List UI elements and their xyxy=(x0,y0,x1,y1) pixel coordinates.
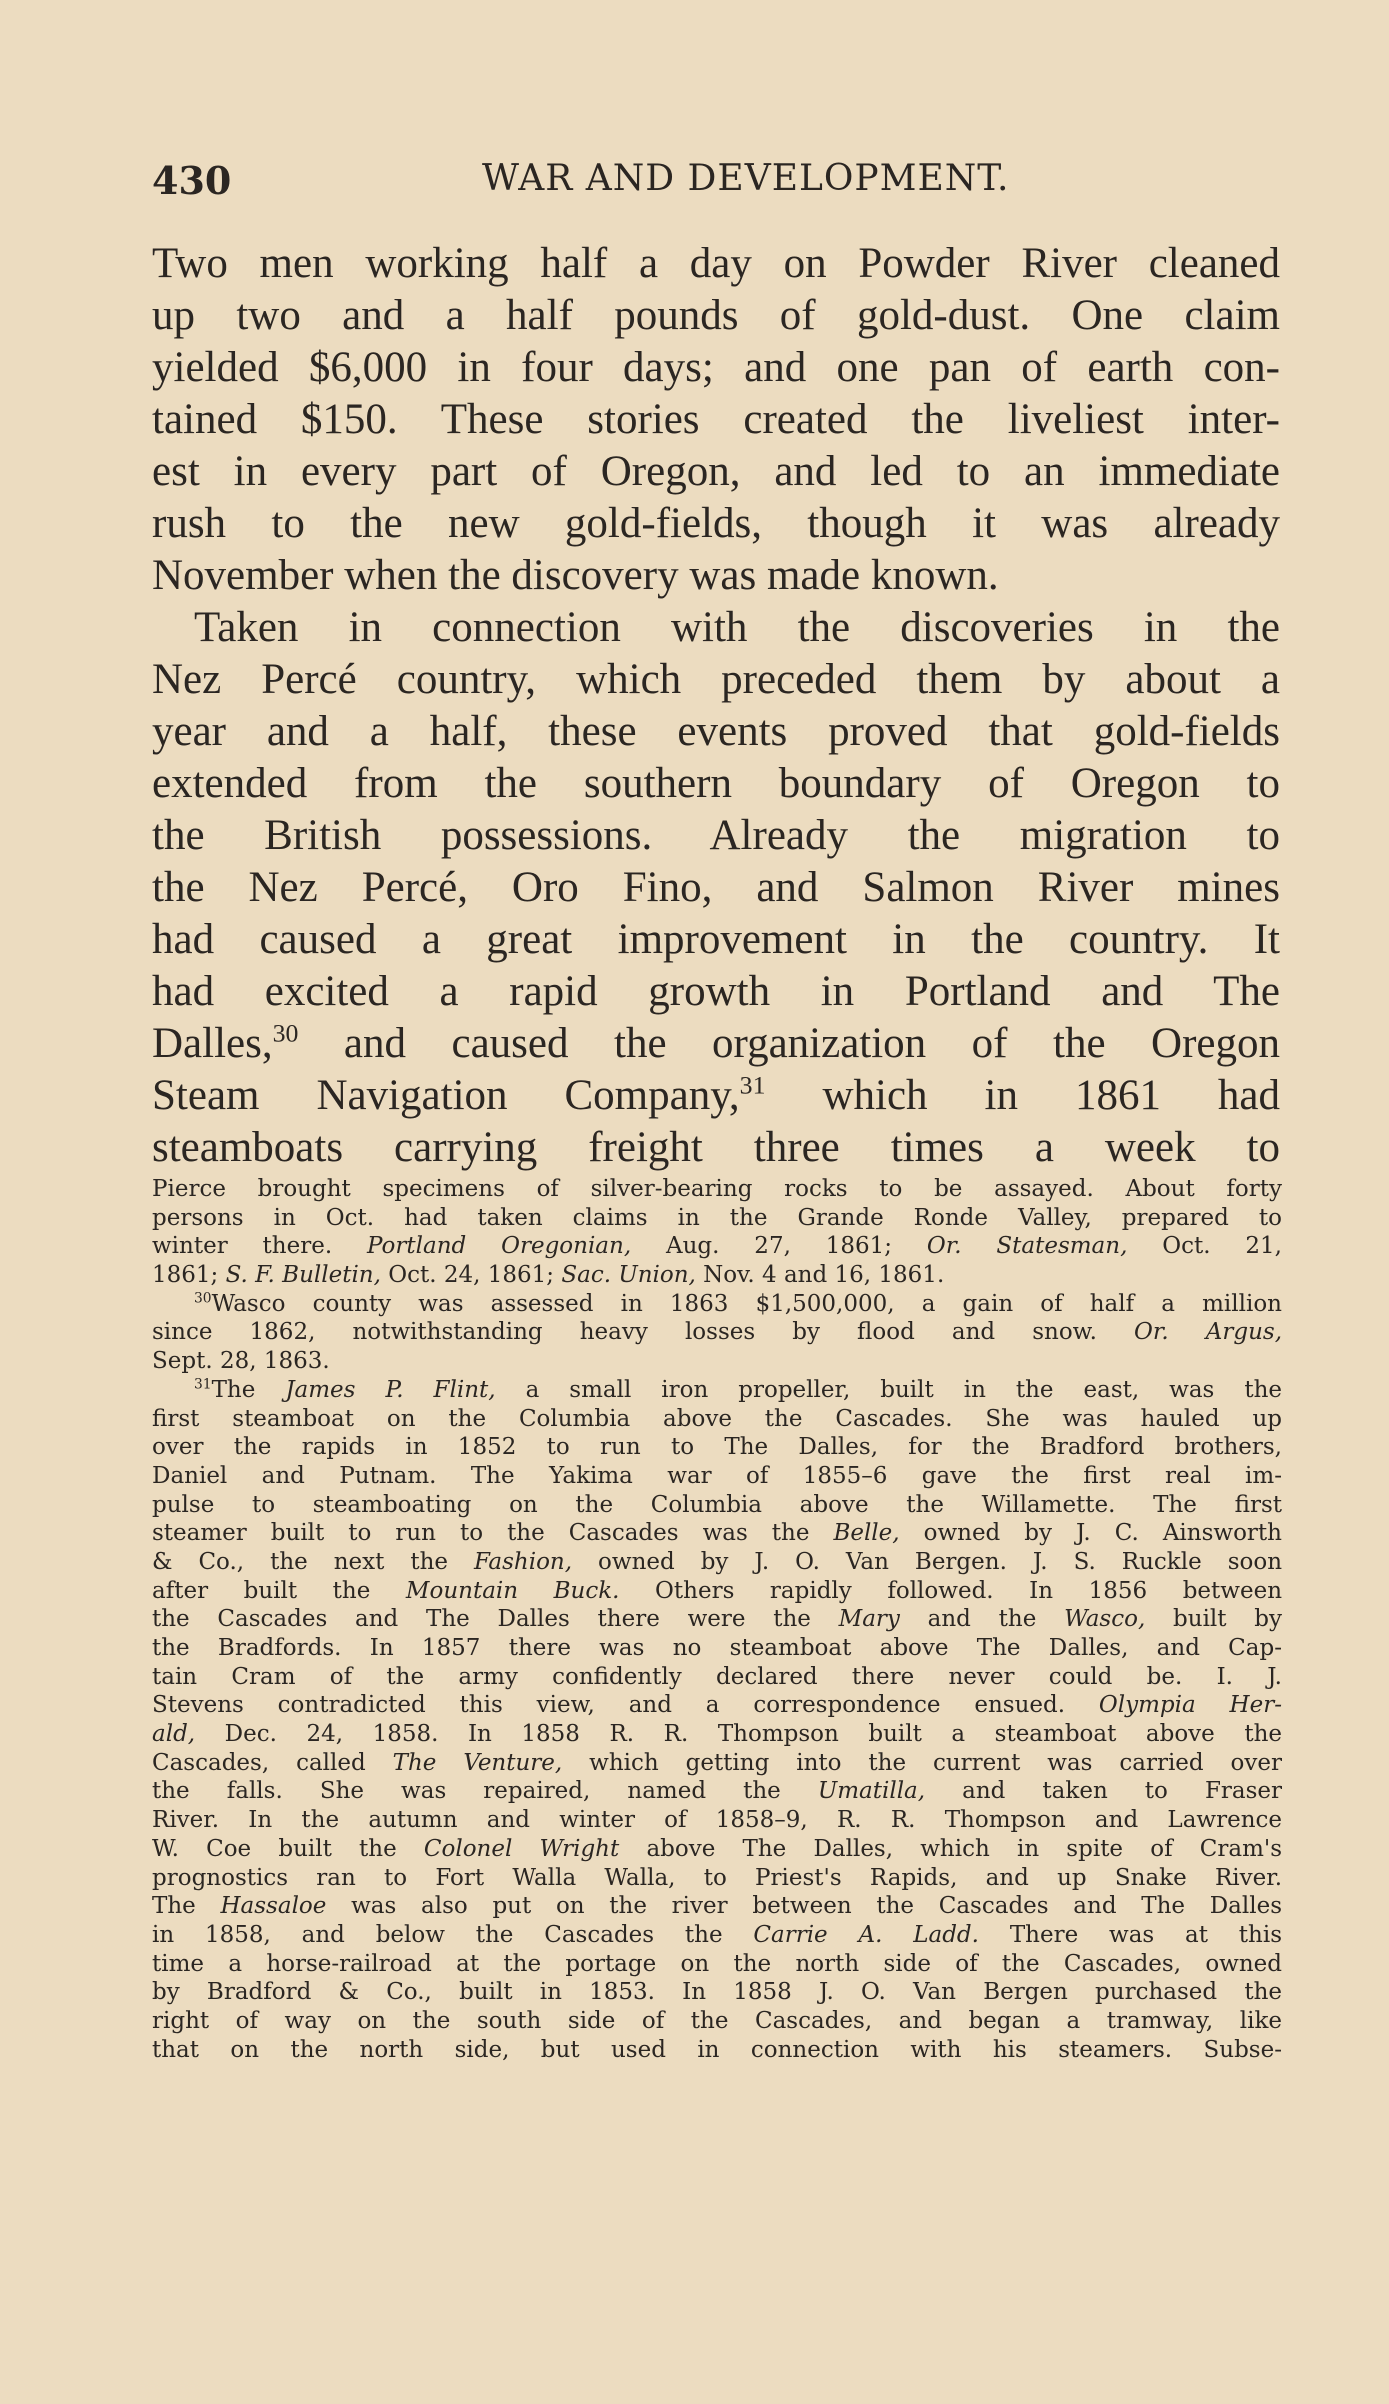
footnote-line xyxy=(152,1548,1282,1577)
vessel-name: Hassaloe xyxy=(220,1893,327,1920)
text-segment: which getting into the current was carried over xyxy=(589,1749,1283,1776)
footnote-line xyxy=(152,1749,1282,1778)
footnote-line xyxy=(152,1921,1282,1950)
footnote-line xyxy=(152,1777,1282,1806)
footnote-line: that on the north side, but used in connection with his steamers. Subse- xyxy=(152,2036,1282,2063)
footnote-line xyxy=(152,1318,1282,1347)
citation-title: Or. Statesman, xyxy=(926,1233,1128,1260)
text-segment: Oct. 21, xyxy=(1162,1233,1282,1260)
text-segment: W. Coe built the xyxy=(152,1835,397,1862)
text-segment: was also put on the river between the Cascades and The Dalles xyxy=(351,1893,1283,1920)
footnote-line: tain Cram of the army confidently declared there never could be. I. J. xyxy=(152,1663,1282,1690)
text-segment: and taken to Fraser xyxy=(962,1778,1283,1805)
footnote-line: by Bradford & Co., built in 1853. In 1858 J. O. Van Bergen purchased the xyxy=(152,1979,1282,2006)
footnote-line xyxy=(152,1577,1282,1606)
footnote-line xyxy=(152,1835,1282,1864)
page-header xyxy=(152,158,1277,210)
text-segment: 1861; xyxy=(152,1262,219,1289)
text-line: rush to the new gold-fields, though it was already xyxy=(152,500,1280,547)
text-line xyxy=(152,1018,1280,1070)
footnote-line: prognostics ran to Fort Walla Walla, to Priest's Rapids, and up Snake River. xyxy=(152,1864,1282,1891)
vessel-name: Belle, xyxy=(833,1520,900,1547)
citation-title: S. F. Bulletin, xyxy=(225,1262,381,1289)
footnote-line xyxy=(152,1290,1282,1319)
footnote-ref-31: 31 xyxy=(739,1070,766,1100)
text-segment: Cascades, called xyxy=(152,1749,366,1776)
footnote-line: Daniel and Putnam. The Yakima war of 1855–6 gave the first real im- xyxy=(152,1462,1282,1489)
text-segment: owned by J. O. Van Bergen. J. S. Ruckle soon xyxy=(598,1548,1283,1575)
footnote-line xyxy=(152,1892,1282,1921)
text-segment: the Cascades and The Dalles there were the xyxy=(152,1606,811,1633)
vessel-name: Mary xyxy=(838,1606,900,1633)
text-line: Taken in connection with the discoveries in the xyxy=(194,604,1280,651)
footnote-line: right of way on the south side of the Cascades, and began a tramway, like xyxy=(152,2007,1282,2034)
text-segment: above The Dalles, which in spite of Cram's xyxy=(646,1835,1283,1862)
footnote-line xyxy=(152,1261,1282,1290)
vessel-name: Wasco, xyxy=(1064,1606,1146,1633)
text-segment: Stevens contradicted this view, and a correspondence ensued. xyxy=(152,1692,1066,1719)
footnote-line: the Bradfords. In 1857 there was no steamboat above The Dalles, and Cap- xyxy=(152,1635,1282,1661)
text-segment: There was at this xyxy=(1009,1921,1283,1948)
citation-title: Portland Oregonian, xyxy=(367,1233,632,1260)
footnote-number-30: 30 xyxy=(194,1290,212,1307)
text-segment: owned by J. C. Ainsworth xyxy=(923,1520,1282,1547)
vessel-name: Mountain Buck. xyxy=(405,1577,620,1604)
citation-title: Sac. Union, xyxy=(561,1262,696,1289)
citation-title: Or. Argus, xyxy=(1134,1319,1283,1346)
main-text xyxy=(152,238,1280,1174)
text-line: est in every part of Oregon, and led to an immediate xyxy=(152,448,1280,495)
text-segment: winter there. xyxy=(152,1233,333,1260)
footnote-line: Pierce brought specimens of silver-bearing rocks to be assayed. About forty xyxy=(152,1176,1282,1202)
footnote-ref-30: 30 xyxy=(272,1018,299,1048)
footnote-number-31: 31 xyxy=(194,1376,212,1393)
footnote-line: time a horse-railroad at the portage on the north side of the Cascades, owned xyxy=(152,1950,1282,1977)
text-segment: after built the xyxy=(152,1577,371,1604)
text-line xyxy=(152,1070,1280,1122)
text-segment: in 1858, and below the Cascades the xyxy=(152,1921,723,1948)
vessel-name: James P. Flint, xyxy=(285,1376,496,1403)
text-segment: Dalles, xyxy=(152,1020,273,1067)
text-line: steamboats carrying freight three times a week to xyxy=(152,1124,1280,1171)
text-segment: Nov. 4 and 16, 1861. xyxy=(703,1262,945,1289)
text-segment: since 1862, notwithstanding heavy losses by flood and snow. xyxy=(152,1319,1097,1346)
text-segment: Dec. 24, 1858. In 1858 R. R. Thompson built a steamboat above the xyxy=(224,1721,1283,1748)
text-segment: Steam Navigation Company, xyxy=(152,1072,740,1119)
footnotes xyxy=(152,1175,1282,2064)
text-segment: a small iron propeller, built in the east, was the xyxy=(525,1376,1282,1403)
footnote-line xyxy=(152,1691,1282,1720)
text-segment: which in 1861 had xyxy=(822,1072,1281,1119)
vessel-name: The Venture, xyxy=(392,1749,563,1776)
running-title: WAR AND DEVELOPMENT. xyxy=(482,158,1010,199)
footnote-line xyxy=(152,1232,1282,1261)
footnote-line: over the rapids in 1852 to run to The Dalles, for the Bradford brothers, xyxy=(152,1434,1282,1461)
text-segment: steamer built to run to the Cascades was the xyxy=(152,1520,810,1547)
footnote-line: River. In the autumn and winter of 1858–9, R. R. Thompson and Lawrence xyxy=(152,1807,1282,1834)
footnote-line: persons in Oct. had taken claims in the Grande Ronde Valley, prepared to xyxy=(152,1204,1282,1231)
text-line: year and a half, these events proved that gold-fields xyxy=(152,708,1280,755)
text-segment: built by xyxy=(1173,1606,1282,1633)
text-segment: Others rapidly followed. In 1856 between xyxy=(655,1577,1283,1604)
text-line: extended from the southern boundary of Oregon to xyxy=(152,760,1280,807)
vessel-name: Carrie A. Ladd. xyxy=(753,1921,979,1948)
text-segment: & Co., the next the xyxy=(152,1548,449,1575)
text-segment: Oct. 24, 1861; xyxy=(388,1262,555,1289)
vessel-name: Umatilla, xyxy=(817,1778,926,1805)
vessel-name: Fashion, xyxy=(474,1548,573,1575)
citation-title: Olympia Her- xyxy=(1098,1692,1282,1719)
text-line: had caused a great improvement in the country. It xyxy=(152,916,1280,963)
text-line: Nez Percé country, which preceded them by about a xyxy=(152,656,1280,703)
text-line: yielded $6,000 in four days; and one pan of earth con- xyxy=(152,344,1280,391)
text-segment: The xyxy=(152,1893,196,1920)
text-line: the British possessions. Already the migration to xyxy=(152,812,1280,859)
text-segment: the falls. She was repaired, named the xyxy=(152,1778,781,1805)
footnote-line xyxy=(152,1376,1282,1405)
text-line: November when the discovery was made known. xyxy=(152,552,999,599)
text-segment: The xyxy=(211,1376,256,1403)
footnote-line xyxy=(152,1519,1282,1548)
footnote-line xyxy=(152,1720,1282,1749)
footnote-line: first steamboat on the Columbia above the Cascades. She was hauled up xyxy=(152,1405,1282,1432)
footnote-line: Sept. 28, 1863. xyxy=(152,1348,330,1375)
citation-title: ald, xyxy=(152,1721,196,1748)
text-segment: and caused the organization of the Oregon xyxy=(343,1020,1281,1067)
text-line: Two men working half a day on Powder River cleaned xyxy=(152,240,1280,287)
footnote-line xyxy=(152,1605,1282,1634)
vessel-name: Colonel Wright xyxy=(423,1835,620,1862)
text-line: up two and a half pounds of gold-dust. One claim xyxy=(152,292,1280,339)
text-line: had excited a rapid growth in Portland and The xyxy=(152,968,1280,1015)
page-number: 430 xyxy=(152,158,232,203)
text-segment: Aug. 27, 1861; xyxy=(666,1233,893,1260)
text-segment: Wasco county was assessed in 1863 $1,500,000, a gain of half a million xyxy=(211,1290,1282,1317)
text-line: the Nez Percé, Oro Fino, and Salmon River mines xyxy=(152,864,1280,911)
text-line: tained $150. These stories created the liveliest inter- xyxy=(152,396,1280,443)
footnote-line: pulse to steamboating on the Columbia above the Willamette. The first xyxy=(152,1491,1282,1518)
text-segment: and the xyxy=(927,1606,1037,1633)
